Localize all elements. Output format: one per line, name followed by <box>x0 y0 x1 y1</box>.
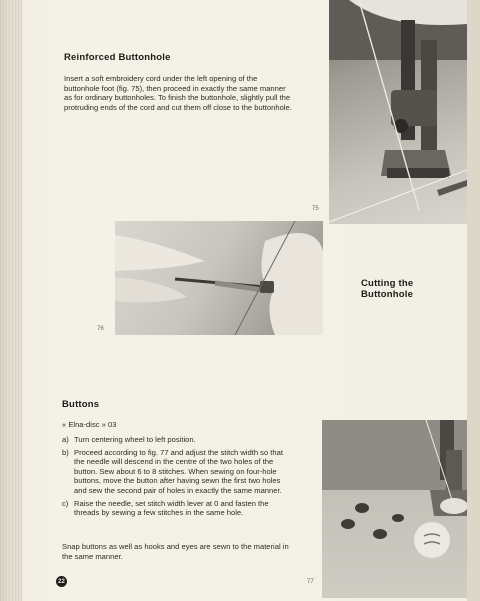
step-b <box>62 448 292 496</box>
figure-77-buttons-photo <box>322 420 467 598</box>
buttons-steps <box>62 435 292 521</box>
reinforced-buttonhole-paragraph: Insert a soft embroidery cord under the left opening of the buttonhole foot (fig. 75), then proceed in exactly the same manner as for ordinary buttonholes. To finish the buttonhole, slightly pull the protruding ends of the cord and cut them off close to the buttonhole. <box>64 74 292 112</box>
presser-foot-illustration <box>329 0 467 224</box>
elna-disc-label: « Elna-disc » 03 <box>62 420 117 429</box>
right-page-margin <box>467 0 480 601</box>
figure-75-number: 75 <box>312 206 319 212</box>
figure-75-presser-foot-photo <box>329 0 467 224</box>
step-b-text: Proceed according to fig. 77 and adjust the stitch width so that the needle will descend in the centre of the two holes of the button. Sew about 6 to 8 stitches. When sewing on four-hole buttons, move the button after having sewn the first two holes and sew the second pair of holes in exactly the same manner. <box>74 447 283 495</box>
reinforced-buttonhole-heading: Reinforced Buttonhole <box>64 52 171 63</box>
step-a-text: Turn centering wheel to left position. <box>74 435 196 444</box>
figure-77-number: 77 <box>307 579 314 585</box>
figure-76-number: 76 <box>97 326 104 332</box>
cutting-buttonhole-heading: Cutting the Buttonhole <box>361 278 414 300</box>
buttons-closing-paragraph: Snap buttons as well as hooks and eyes are sewn to the material in the same manner. <box>62 542 289 561</box>
page-edge-stack <box>0 0 22 601</box>
figure-76-cutting-photo <box>115 221 323 335</box>
page-number-badge: 22 <box>56 576 67 587</box>
step-c-text: Raise the needle, set stitch width lever at 0 and fasten the threads by sewing a few stitches in the same hole. <box>74 498 269 518</box>
buttons-heading: Buttons <box>62 399 100 410</box>
step-a <box>62 435 292 445</box>
step-c <box>62 499 292 518</box>
hand-scissors-illustration <box>115 221 323 335</box>
buttons-illustration <box>322 420 467 598</box>
step-c-marker: c) <box>62 498 69 508</box>
buttons-step-list <box>62 435 292 518</box>
step-b-marker: b) <box>62 447 69 457</box>
step-a-marker: a) <box>62 435 69 444</box>
